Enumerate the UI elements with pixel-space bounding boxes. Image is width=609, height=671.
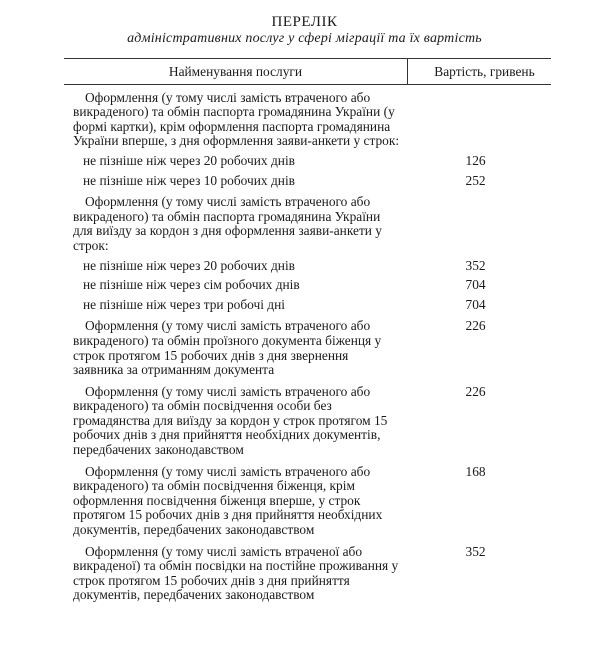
service-name: не пізніше ніж через сім робочих днів: [83, 277, 300, 293]
table-row: [64, 538, 551, 603]
service-name: Оформлення (у тому числі замість втраченої або викраденої) та обмін посвідки на постійне проживання у строк протягом 15 робочих днів з дня прийняття документів, передбачених законодавством: [73, 543, 399, 603]
table-row: [64, 169, 551, 189]
table-header-row: [64, 59, 551, 85]
service-name-cell: [64, 458, 408, 538]
service-name: Оформлення (у тому числі замість втраченого або викраденого) та обмін посвідчення біженця, крім оформлення посвідчення біженця вперше, у строк протягом 15 робочих днів з дня прийняття необхідних документів, передбачених законодавством: [73, 463, 383, 538]
table-row: [64, 254, 551, 274]
table-row: [64, 293, 551, 313]
table-row: [64, 273, 551, 293]
document-title: ПЕРЕЛІК: [271, 14, 338, 30]
service-name-cell: [64, 273, 408, 293]
service-price-cell: [408, 312, 552, 377]
column-header-price: Вартість, гривень: [408, 59, 552, 85]
table-row: [64, 149, 551, 169]
service-name: не пізніше ніж через три робочі дні: [83, 296, 286, 312]
service-name: Оформлення (у тому числі замість втраченого або викраденого) та обмін проїзного документа біженця у строк протягом 15 робочих днів з дня звернення заявника за отриманням документа: [73, 318, 382, 378]
service-name-cell: [64, 378, 408, 458]
service-price-cell: [408, 149, 552, 169]
service-name-cell: [64, 293, 408, 313]
service-price: 168: [465, 463, 486, 479]
table-row: [64, 312, 551, 377]
service-price: 352: [465, 257, 486, 273]
service-price: 226: [465, 318, 486, 334]
services-table: [64, 58, 551, 603]
service-name-cell: [64, 254, 408, 274]
table-row: [64, 378, 551, 458]
service-price: 704: [465, 296, 486, 312]
service-name-cell: [64, 149, 408, 169]
service-price-cell: [408, 458, 552, 538]
service-price-cell: [408, 293, 552, 313]
service-price-cell: [408, 84, 552, 149]
service-name: Оформлення (у тому числі замість втраченого або викраденого) та обмін паспорта громадянина України (у формі картки), крім оформлення паспорта громадянина України вперше, з дня оформлення заяви-анкети у строк:: [73, 89, 400, 149]
service-price: 252: [465, 172, 486, 188]
service-name-cell: [64, 538, 408, 603]
service-name: Оформлення (у тому числі замість втраченого або викраденого) та обмін паспорта громадянина України для виїзду за кордон з дня оформлення заяви-анкети у строк:: [73, 194, 383, 253]
table-row: [64, 458, 551, 538]
document-subtitle: адміністративних послуг у сфері міграції та їх вартість: [127, 31, 482, 46]
service-price: 352: [465, 543, 486, 559]
table-row: [64, 84, 551, 149]
service-name-cell: [64, 84, 408, 149]
service-price-cell: [408, 273, 552, 293]
service-price: 226: [465, 383, 486, 399]
service-name: Оформлення (у тому числі замість втраченого або викраденого) та обмін посвідчення особи без громадянства для виїзду за кордон у строк протягом 15 робочих днів з дня прийняття необхідних документів, передбачених законодавством: [73, 383, 388, 458]
table-row: [64, 188, 551, 253]
column-header-service-name: Найменування послуги: [64, 59, 408, 85]
service-price-cell: [408, 254, 552, 274]
service-price: 126: [465, 152, 486, 168]
service-name-cell: [64, 169, 408, 189]
service-name: не пізніше ніж через 20 робочих днів: [83, 152, 295, 168]
service-price-cell: [408, 169, 552, 189]
service-name: не пізніше ніж через 20 робочих днів: [83, 257, 295, 273]
table-body: [64, 84, 551, 603]
service-price-cell: [408, 378, 552, 458]
service-name-cell: [64, 312, 408, 377]
service-name: не пізніше ніж через 10 робочих днів: [83, 172, 295, 188]
service-price: 704: [465, 277, 486, 293]
service-name-cell: [64, 188, 408, 253]
service-price-cell: [408, 538, 552, 603]
service-price-cell: [408, 188, 552, 253]
